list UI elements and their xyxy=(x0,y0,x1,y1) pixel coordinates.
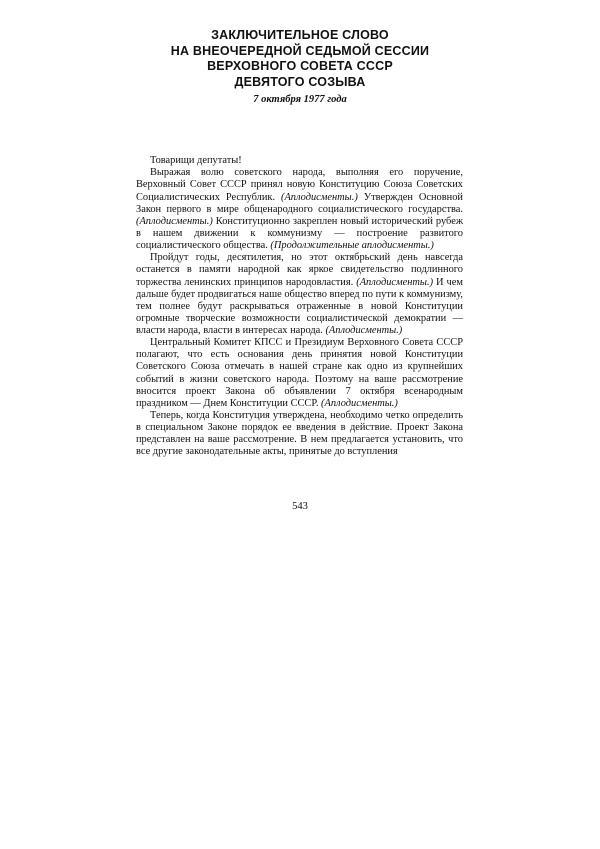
prolonged-applause-remark: (Продолжительные аплодисменты.) xyxy=(270,239,434,251)
heading-line-2: НА ВНЕОЧЕРЕДНОЙ СЕДЬМОЙ СЕССИИ xyxy=(170,43,430,58)
applause-remark: (Аплодисменты.) xyxy=(321,397,398,409)
paragraph-2-sentence-2: И чем дальше будет продвигаться наше общество вперед по пути к коммунизму, тем полнее будут раскрываться отраженные в новой Конституции огромные творческие возможности социалистической демократии — власти народа, власти в интересах народа. xyxy=(136,276,463,336)
paragraph-2-sentence-1: Пройдут годы, десятилетия, но этот октябрьский день навсегда останется в памяти народной как яркое свидетельство подлинного торжества ленинских принципов народовластия. xyxy=(136,252,463,288)
heading-line-1: ЗАКЛЮЧИТЕЛЬНОЕ СЛОВО xyxy=(211,28,389,42)
paragraph-1 xyxy=(136,167,463,252)
paragraph-2 xyxy=(136,252,463,337)
paragraph-4-sentence-1: Теперь, когда Конституция утверждена, необходимо четко определить в специальном Законе порядок ее введения в действие. Проект Закона представлен на ваше рассмотрение. В нем предлагается установить, что все другие законодательные акты, принятые до вступления xyxy=(136,410,463,458)
applause-remark: (Аплодисменты.) xyxy=(356,276,434,288)
heading-line-4: ДЕВЯТОГО СОЗЫВА xyxy=(234,74,366,89)
speech-heading xyxy=(0,28,600,107)
paragraph-1-sentence-3: Конституционно закреплен новый исторический рубеж в нашем движении к коммунизму — построение развитого социалистического общества. xyxy=(136,215,463,251)
page-number: 543 xyxy=(292,501,308,512)
paragraph-4 xyxy=(136,410,463,458)
paragraph-3 xyxy=(136,337,463,410)
applause-remark: (Аплодисменты.) xyxy=(281,191,358,203)
paragraph-1-sentence-1: Выражая волю советского народа, выполняя его поручение, Верховный Совет СССР принял новую Конституцию Союза Советских Социалистических Республик. xyxy=(136,167,463,203)
greeting: Товарищи депутаты! xyxy=(150,155,242,166)
applause-remark: (Аплодисменты.) xyxy=(136,215,213,227)
speech-date: 7 октября 1977 года xyxy=(253,94,347,105)
applause-remark: (Аплодисменты.) xyxy=(325,324,403,336)
speech-body xyxy=(136,155,463,459)
paragraph-3-sentence-1: Центральный Комитет КПСС и Президиум Верховного Совета СССР полагают, что есть основания день принятия новой Конституции Советского Союза отмечать в нашей стране как одно из крупнейших событий в жизни советского народа. Поэтому на ваше рассмотрение вносится проект Закона об объявлении 7 октября всенародным праздником — Днем Конституции СССР. xyxy=(136,337,463,409)
paragraph-1-sentence-2: Утвержден Основной Закон первого в мире общенародного социалистического государства. xyxy=(136,191,463,215)
heading-line-3: ВЕРХОВНОГО СОВЕТА СССР xyxy=(207,59,393,73)
